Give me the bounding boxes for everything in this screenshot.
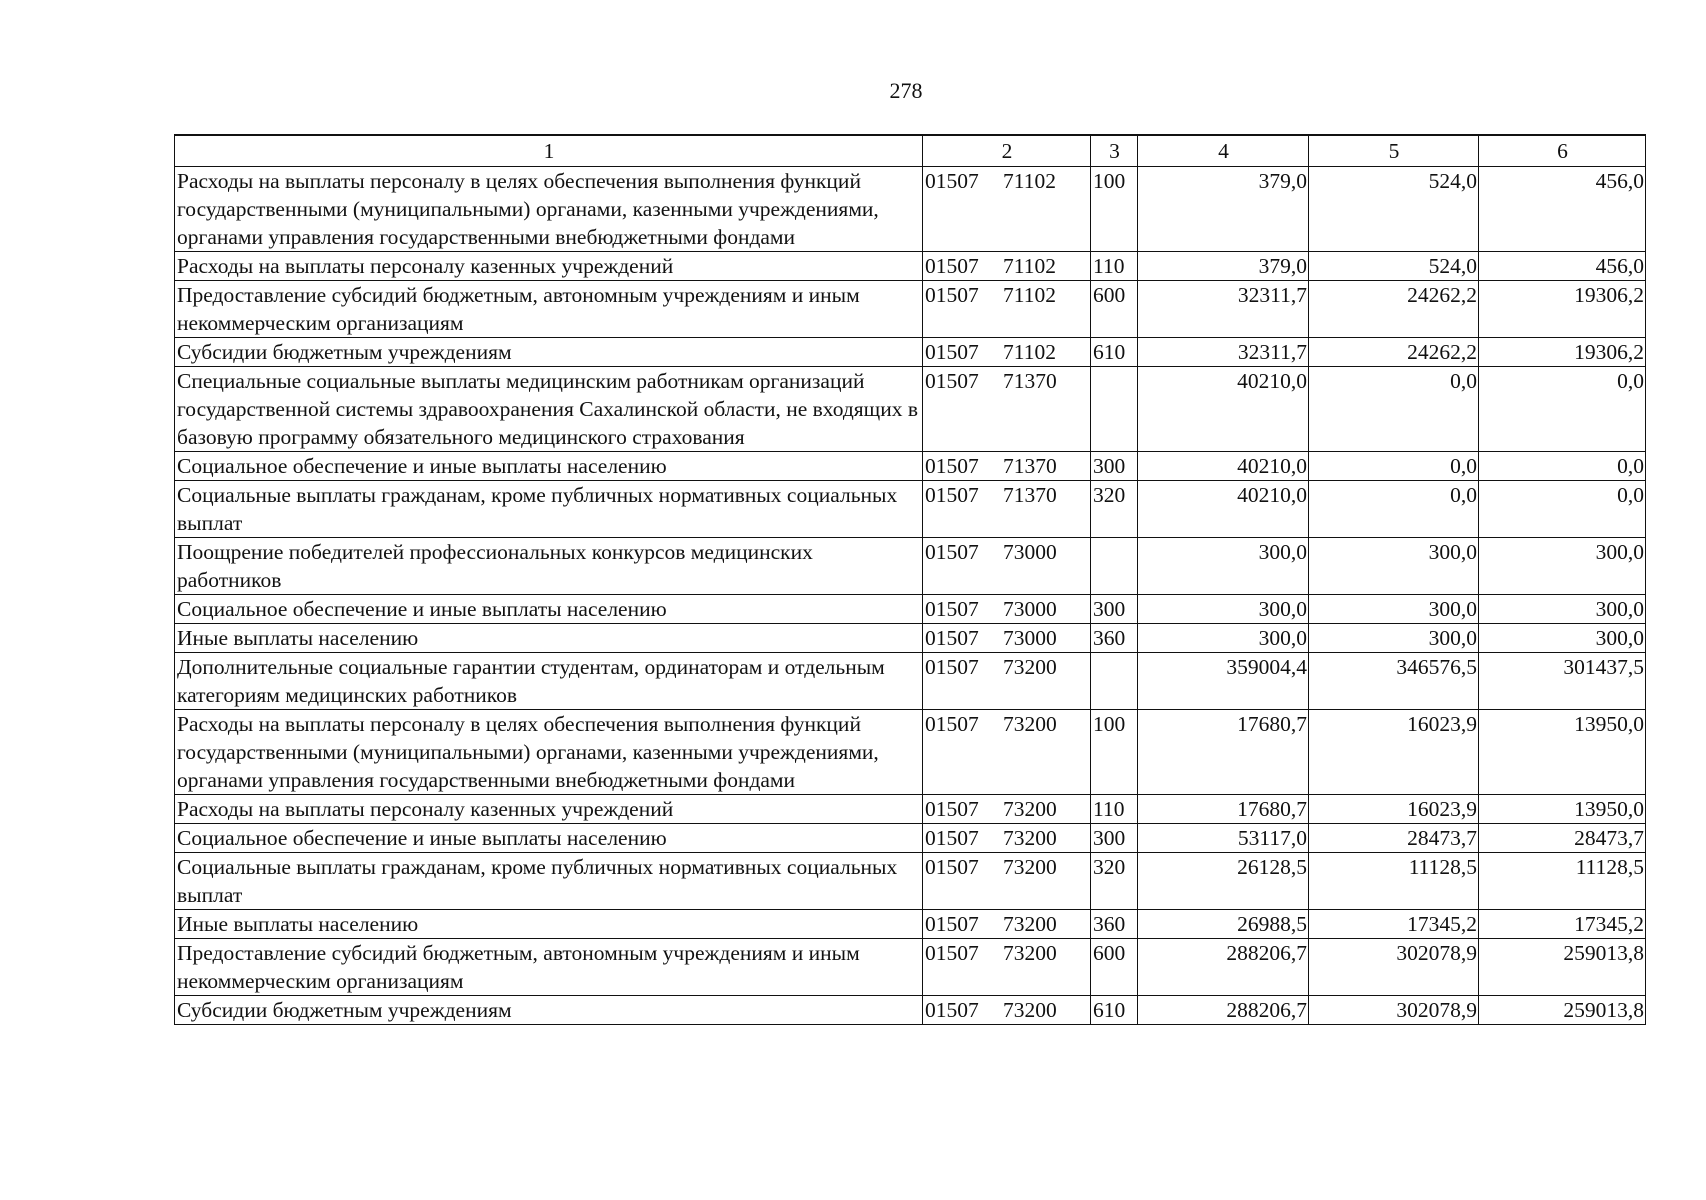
row-code: [923, 624, 1091, 653]
direction-code: 73000: [1003, 597, 1057, 621]
amount-col-6: 28473,7: [1479, 824, 1646, 853]
expense-type-code: 300: [1091, 595, 1138, 624]
expense-type-code: 320: [1091, 481, 1138, 538]
amount-col-4: 379,0: [1138, 167, 1309, 252]
amount-col-5: 16023,9: [1309, 710, 1479, 795]
row-description: Субсидии бюджетным учреждениям: [175, 338, 923, 367]
row-description: Социальные выплаты гражданам, кроме публичных нормативных социальных выплат: [175, 481, 923, 538]
amount-col-6: 13950,0: [1479, 710, 1646, 795]
direction-code: 73000: [1003, 540, 1057, 564]
direction-code: 73200: [1003, 797, 1057, 821]
amount-col-5: 300,0: [1309, 624, 1479, 653]
column-header-1: 1: [175, 135, 923, 167]
amount-col-4: 288206,7: [1138, 996, 1309, 1025]
table-row: [175, 853, 1646, 910]
row-code: [923, 824, 1091, 853]
row-code: [923, 996, 1091, 1025]
amount-col-6: 300,0: [1479, 595, 1646, 624]
program-code: 01507: [925, 369, 979, 393]
expense-type-code: 360: [1091, 910, 1138, 939]
amount-col-5: 16023,9: [1309, 795, 1479, 824]
amount-col-4: 40210,0: [1138, 481, 1309, 538]
row-description: Дополнительные социальные гарантии студентам, ординаторам и отдельным категориям медицинских работников: [175, 653, 923, 710]
program-code: 01507: [925, 454, 979, 478]
table-row: [175, 367, 1646, 452]
direction-code: 71370: [1003, 369, 1057, 393]
expense-type-code: [1091, 653, 1138, 710]
direction-code: 73200: [1003, 855, 1057, 879]
row-code: [923, 281, 1091, 338]
row-code: [923, 595, 1091, 624]
table-row: [175, 281, 1646, 338]
amount-col-5: 24262,2: [1309, 338, 1479, 367]
row-code: [923, 795, 1091, 824]
amount-col-5: 11128,5: [1309, 853, 1479, 910]
amount-col-4: 300,0: [1138, 595, 1309, 624]
amount-col-5: 17345,2: [1309, 910, 1479, 939]
direction-code: 73200: [1003, 998, 1057, 1022]
program-code: 01507: [925, 540, 979, 564]
program-code: 01507: [925, 169, 979, 193]
program-code: 01507: [925, 998, 979, 1022]
row-description: Социальное обеспечение и иные выплаты населению: [175, 452, 923, 481]
row-code: [923, 653, 1091, 710]
direction-code: 71370: [1003, 454, 1057, 478]
table-row: [175, 996, 1646, 1025]
expense-type-code: [1091, 367, 1138, 452]
row-description: Иные выплаты населению: [175, 624, 923, 653]
expense-type-code: [1091, 538, 1138, 595]
table-row: [175, 910, 1646, 939]
column-header-5: 5: [1309, 135, 1479, 167]
expense-type-code: 610: [1091, 338, 1138, 367]
amount-col-5: 24262,2: [1309, 281, 1479, 338]
row-code: [923, 710, 1091, 795]
table-row: [175, 167, 1646, 252]
program-code: 01507: [925, 483, 979, 507]
row-code: [923, 939, 1091, 996]
column-header-4: 4: [1138, 135, 1309, 167]
row-description: Социальное обеспечение и иные выплаты населению: [175, 595, 923, 624]
amount-col-6: 19306,2: [1479, 281, 1646, 338]
amount-col-5: 0,0: [1309, 481, 1479, 538]
expense-type-code: 100: [1091, 710, 1138, 795]
row-code: [923, 338, 1091, 367]
amount-col-5: 28473,7: [1309, 824, 1479, 853]
amount-col-5: 346576,5: [1309, 653, 1479, 710]
amount-col-6: 300,0: [1479, 538, 1646, 595]
column-header-6: 6: [1479, 135, 1646, 167]
expense-type-code: 300: [1091, 452, 1138, 481]
program-code: 01507: [925, 855, 979, 879]
budget-table: [174, 134, 1646, 1025]
program-code: 01507: [925, 712, 979, 736]
amount-col-5: 0,0: [1309, 367, 1479, 452]
table-row: [175, 710, 1646, 795]
direction-code: 73000: [1003, 626, 1057, 650]
row-code: [923, 853, 1091, 910]
amount-col-6: 17345,2: [1479, 910, 1646, 939]
direction-code: 73200: [1003, 655, 1057, 679]
table-row: [175, 338, 1646, 367]
row-description: Специальные социальные выплаты медицинским работникам организаций государственной системы здравоохранения Сахалинской области, не входящих в базовую программу обязательного медицинского страхования: [175, 367, 923, 452]
row-code: [923, 252, 1091, 281]
table-row: [175, 538, 1646, 595]
row-description: Субсидии бюджетным учреждениям: [175, 996, 923, 1025]
amount-col-5: 0,0: [1309, 452, 1479, 481]
expense-type-code: 610: [1091, 996, 1138, 1025]
amount-col-4: 359004,4: [1138, 653, 1309, 710]
program-code: 01507: [925, 283, 979, 307]
table-row: [175, 824, 1646, 853]
row-code: [923, 452, 1091, 481]
table-row: [175, 795, 1646, 824]
amount-col-6: 0,0: [1479, 481, 1646, 538]
program-code: 01507: [925, 797, 979, 821]
table-row: [175, 939, 1646, 996]
program-code: 01507: [925, 597, 979, 621]
direction-code: 71102: [1003, 340, 1056, 364]
table-body: [175, 167, 1646, 1025]
table-row: [175, 252, 1646, 281]
amount-col-5: 300,0: [1309, 538, 1479, 595]
table-row: [175, 653, 1646, 710]
row-code: [923, 910, 1091, 939]
row-code: [923, 367, 1091, 452]
table-row: [175, 452, 1646, 481]
amount-col-6: 456,0: [1479, 167, 1646, 252]
amount-col-5: 524,0: [1309, 252, 1479, 281]
amount-col-4: 17680,7: [1138, 710, 1309, 795]
row-description: Предоставление субсидий бюджетным, автономным учреждениям и иным некоммерческим организациям: [175, 281, 923, 338]
direction-code: 71102: [1003, 169, 1056, 193]
direction-code: 71102: [1003, 283, 1056, 307]
table-row: [175, 595, 1646, 624]
row-code: [923, 481, 1091, 538]
row-description: Поощрение победителей профессиональных конкурсов медицинских работников: [175, 538, 923, 595]
header-row: [175, 135, 1646, 167]
direction-code: 73200: [1003, 712, 1057, 736]
amount-col-5: 300,0: [1309, 595, 1479, 624]
expense-type-code: 320: [1091, 853, 1138, 910]
row-description: Социальные выплаты гражданам, кроме публичных нормативных социальных выплат: [175, 853, 923, 910]
amount-col-4: 26128,5: [1138, 853, 1309, 910]
direction-code: 73200: [1003, 912, 1057, 936]
table-row: [175, 624, 1646, 653]
amount-col-5: 302078,9: [1309, 996, 1479, 1025]
expense-type-code: 600: [1091, 281, 1138, 338]
column-header-3: 3: [1091, 135, 1138, 167]
row-description: Предоставление субсидий бюджетным, автономным учреждениям и иным некоммерческим организациям: [175, 939, 923, 996]
amount-col-4: 53117,0: [1138, 824, 1309, 853]
row-description: Иные выплаты населению: [175, 910, 923, 939]
program-code: 01507: [925, 655, 979, 679]
direction-code: 73200: [1003, 826, 1057, 850]
program-code: 01507: [925, 626, 979, 650]
amount-col-4: 300,0: [1138, 538, 1309, 595]
amount-col-6: 456,0: [1479, 252, 1646, 281]
direction-code: 71370: [1003, 483, 1057, 507]
amount-col-6: 301437,5: [1479, 653, 1646, 710]
expense-type-code: 100: [1091, 167, 1138, 252]
amount-col-6: 0,0: [1479, 367, 1646, 452]
program-code: 01507: [925, 340, 979, 364]
direction-code: 71102: [1003, 254, 1056, 278]
amount-col-6: 13950,0: [1479, 795, 1646, 824]
amount-col-4: 40210,0: [1138, 367, 1309, 452]
row-code: [923, 167, 1091, 252]
program-code: 01507: [925, 941, 979, 965]
amount-col-5: 524,0: [1309, 167, 1479, 252]
program-code: 01507: [925, 912, 979, 936]
row-code: [923, 538, 1091, 595]
amount-col-4: 32311,7: [1138, 281, 1309, 338]
row-description: Расходы на выплаты персоналу в целях обеспечения выполнения функций государственными (муниципальными) органами, казенными учреждениями, органами управления государственными внебюджетными фондами: [175, 710, 923, 795]
amount-col-6: 259013,8: [1479, 996, 1646, 1025]
amount-col-4: 32311,7: [1138, 338, 1309, 367]
amount-col-4: 300,0: [1138, 624, 1309, 653]
page-number: 278: [889, 78, 923, 103]
amount-col-6: 19306,2: [1479, 338, 1646, 367]
row-description: Социальное обеспечение и иные выплаты населению: [175, 824, 923, 853]
amount-col-6: 11128,5: [1479, 853, 1646, 910]
column-header-2: 2: [923, 135, 1091, 167]
program-code: 01507: [925, 826, 979, 850]
amount-col-4: 17680,7: [1138, 795, 1309, 824]
row-description: Расходы на выплаты персоналу казенных учреждений: [175, 795, 923, 824]
expense-type-code: 110: [1091, 795, 1138, 824]
program-code: 01507: [925, 254, 979, 278]
amount-col-4: 379,0: [1138, 252, 1309, 281]
table-row: [175, 481, 1646, 538]
amount-col-5: 302078,9: [1309, 939, 1479, 996]
amount-col-4: 26988,5: [1138, 910, 1309, 939]
expense-type-code: 360: [1091, 624, 1138, 653]
amount-col-4: 288206,7: [1138, 939, 1309, 996]
amount-col-6: 0,0: [1479, 452, 1646, 481]
amount-col-6: 300,0: [1479, 624, 1646, 653]
amount-col-6: 259013,8: [1479, 939, 1646, 996]
expense-type-code: 600: [1091, 939, 1138, 996]
row-description: Расходы на выплаты персоналу казенных учреждений: [175, 252, 923, 281]
amount-col-4: 40210,0: [1138, 452, 1309, 481]
expense-type-code: 110: [1091, 252, 1138, 281]
expense-type-code: 300: [1091, 824, 1138, 853]
row-description: Расходы на выплаты персоналу в целях обеспечения выполнения функций государственными (муниципальными) органами, казенными учреждениями, органами управления государственными внебюджетными фондами: [175, 167, 923, 252]
direction-code: 73200: [1003, 941, 1057, 965]
